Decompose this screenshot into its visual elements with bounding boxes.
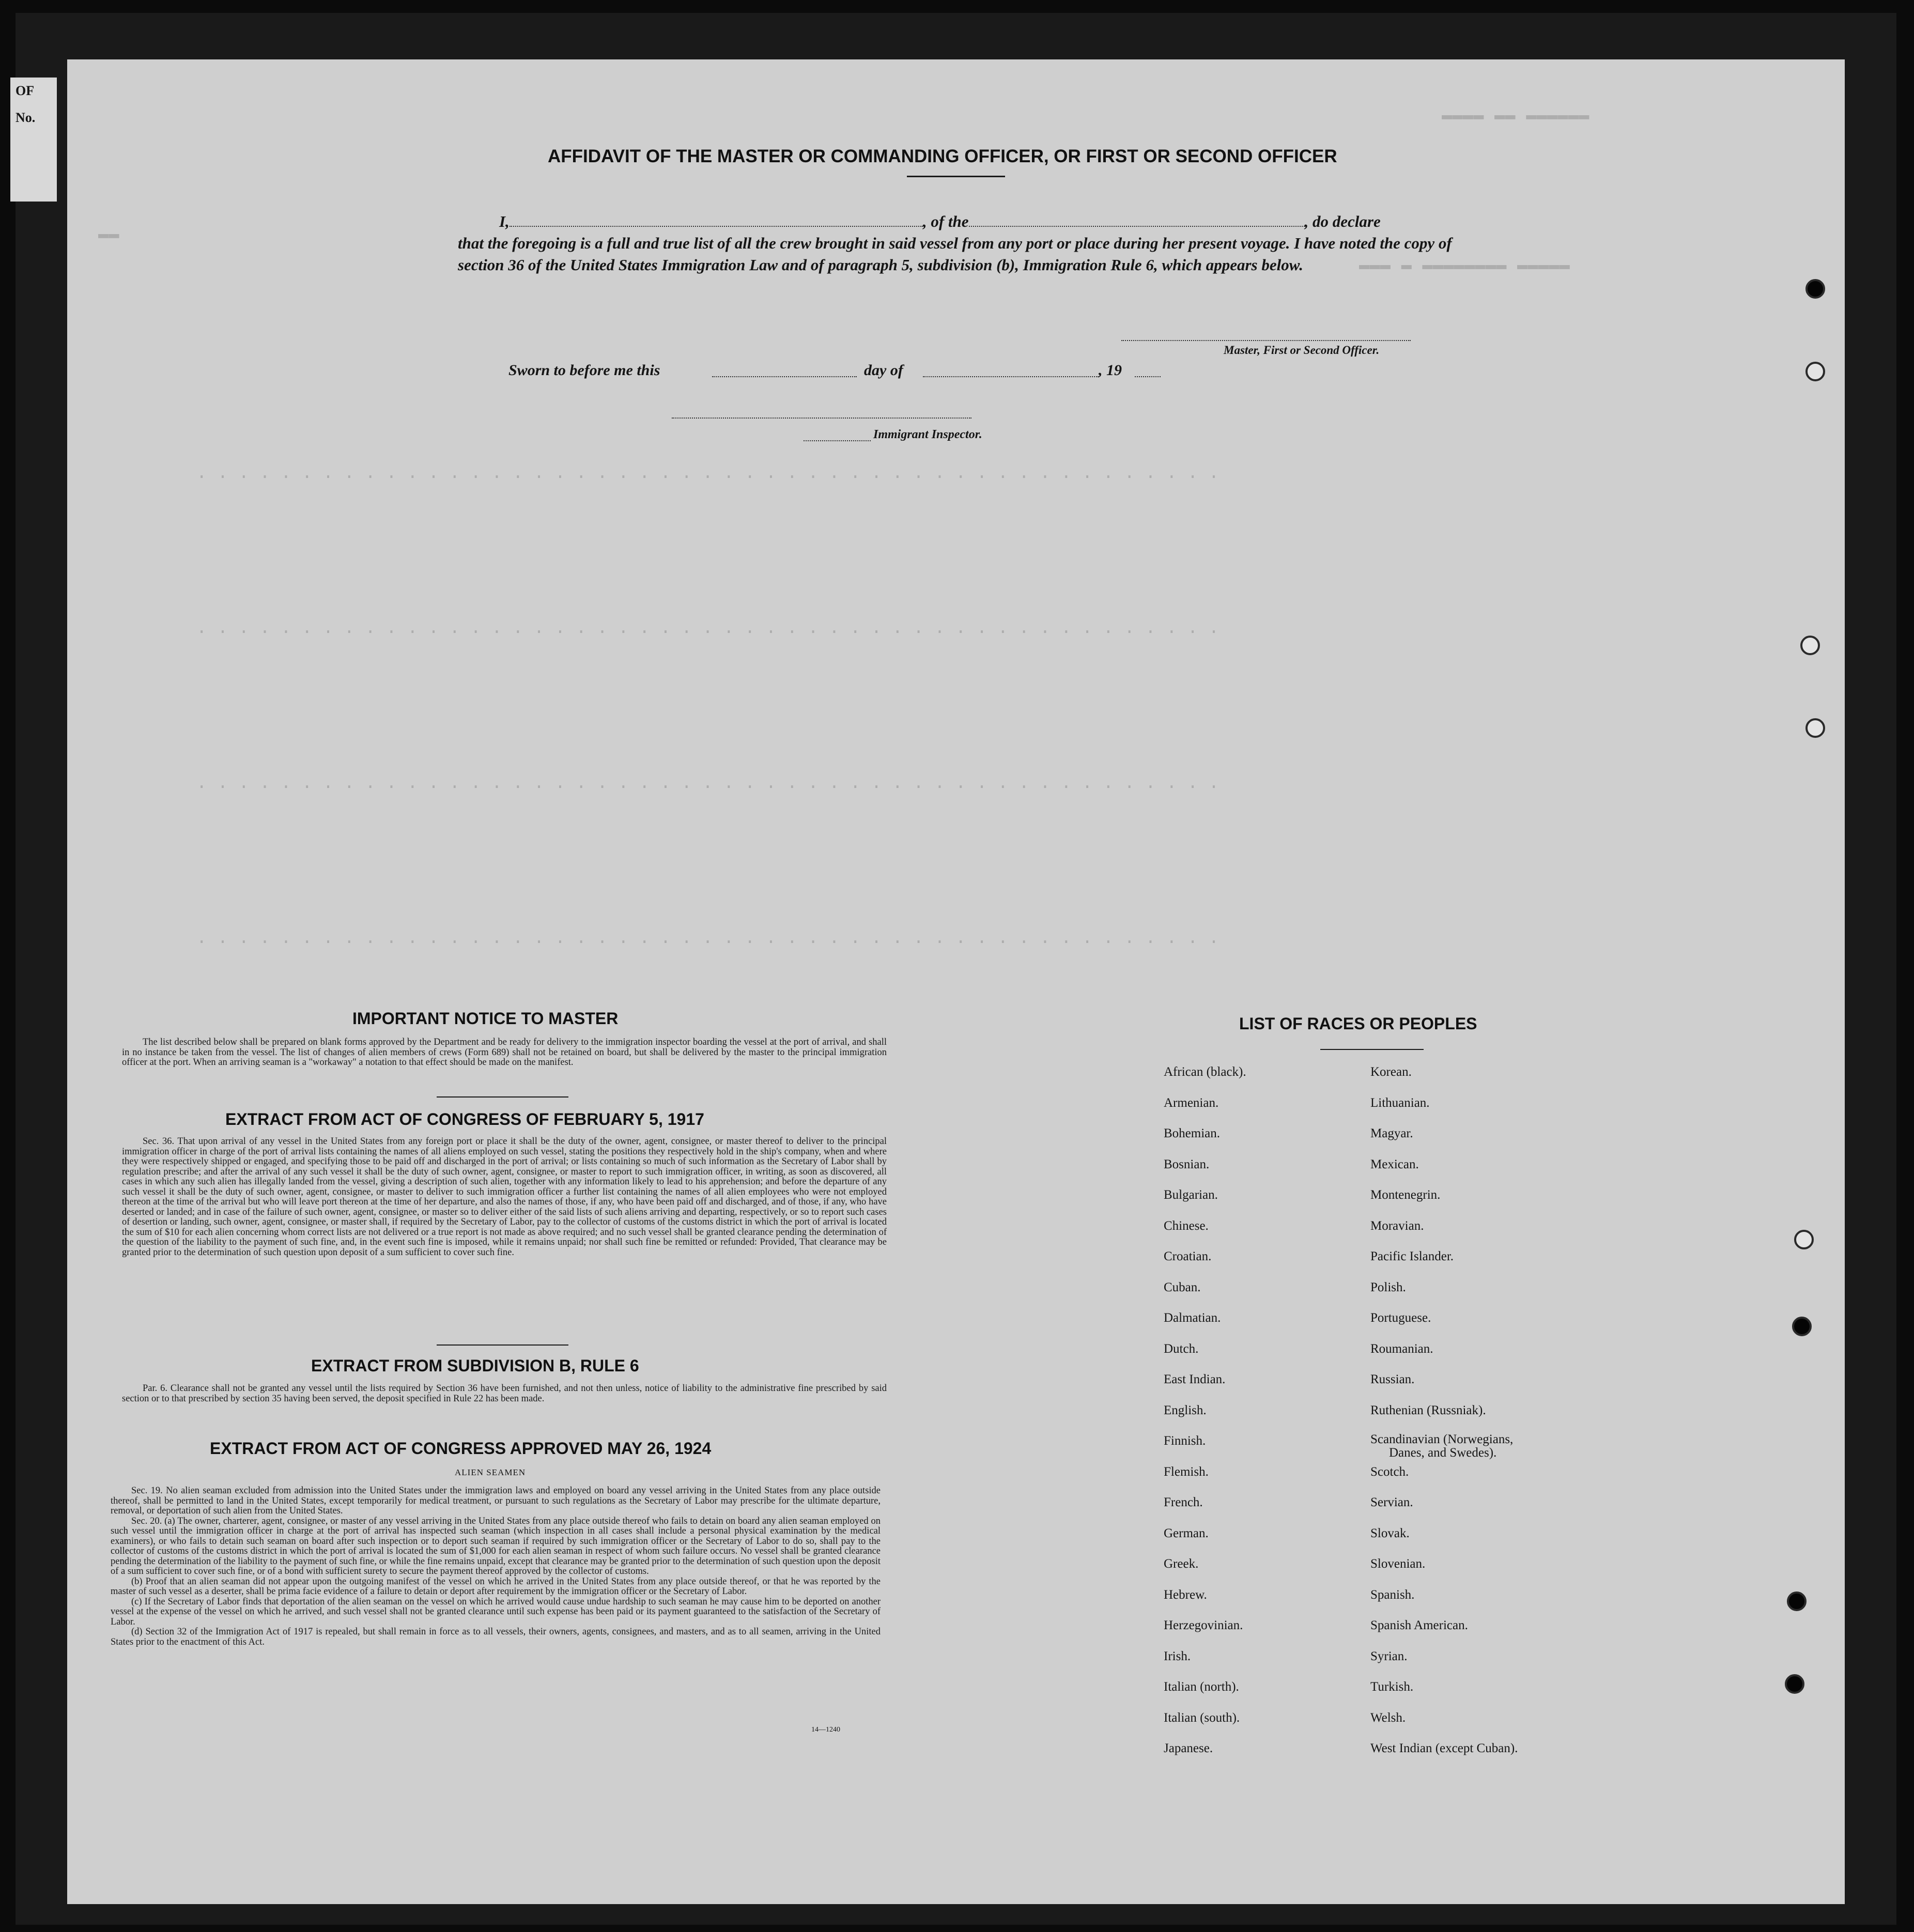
act-1924-text (111, 1486, 881, 1647)
sworn-label: Sworn to before me this (508, 362, 660, 379)
race-item: Hebrew. (1164, 1587, 1207, 1602)
affidavit-title: AFFIDAVIT OF THE MASTER OR COMMANDING OFFICER, OR FIRST OR SECOND OFFICER (548, 146, 1337, 166)
inspector-label: Immigrant Inspector. (873, 428, 982, 441)
do-declare-label: , do declare (1304, 212, 1381, 230)
race-item: Dutch. (1164, 1341, 1199, 1356)
of-the-label: , of the (922, 212, 969, 230)
affidavit-body (458, 211, 1455, 276)
race-item: Polish. (1370, 1280, 1406, 1294)
race-item: Roumanian. (1370, 1341, 1433, 1356)
races-left-column (1164, 1057, 1246, 1764)
race-item: Korean. (1370, 1065, 1412, 1079)
race-item: Italian (north). (1164, 1680, 1239, 1694)
race-item: Scotch. (1370, 1464, 1409, 1479)
race-item: Bulgarian. (1164, 1188, 1218, 1202)
bleed-through: ▬▬ (98, 225, 119, 244)
race-item: Spanish American. (1370, 1618, 1468, 1632)
punch-hole (1805, 279, 1825, 299)
race-item: Spanish. (1370, 1587, 1415, 1602)
i-label: I, (499, 212, 510, 230)
punch-hole (1792, 1317, 1812, 1336)
race-item: Ruthenian (Russniak). (1370, 1403, 1486, 1417)
race-item: Turkish. (1370, 1680, 1414, 1694)
race-item: German. (1164, 1526, 1209, 1540)
rule-6-text (122, 1384, 887, 1404)
divider (437, 1096, 568, 1098)
month-blank (923, 376, 1099, 377)
vessel-blank (969, 226, 1305, 227)
race-item: Slovenian. (1370, 1557, 1426, 1571)
bleed-through: · · · · · · · · · · · · · · · · · · · · · · · · · · · · · · · · · · · · · · · · · · · · · · · · · (196, 468, 1220, 487)
inspector-signature-line (672, 418, 971, 419)
race-item: Italian (south). (1164, 1710, 1240, 1725)
races-right-column (1370, 1057, 1518, 1764)
act-1924-sec20b: (b) Proof that an alien seaman did not appear upon the outgoing manifest of the vessel on which he arrived in the United States from any place outside thereof, or that he was reported by the master of such vessel as a deserter, shall be prima facie evidence of a failure to detain or deport after requirement by the immigration officer or the Secretary of Labor. (111, 1576, 881, 1597)
punch-hole (1805, 718, 1825, 738)
act-1924-title: EXTRACT FROM ACT OF CONGRESS APPROVED MAY 26, 1924 (210, 1439, 712, 1458)
race-item: Danes, and Swedes). (1389, 1446, 1497, 1460)
act-1924-subtitle: ALIEN SEAMEN (455, 1467, 526, 1477)
race-item: Mexican. (1370, 1157, 1419, 1171)
race-item-multiline (1370, 1426, 1518, 1460)
act-1924-sec20a: Sec. 20. (a) The owner, charterer, agent, consignee, or master of any vessel arriving in the United States from any place outside thereof who fails to detain on board any alien seaman employed on such vessel until the immigration officer in charge at the port of arrival has inspected such seaman (which inspection in all cases shall include a personal physical examination by the medical examiners), or who fails to detain such seaman on board after such inspection or to deport such seaman if required by such immigration officer or the Secretary of Labor to do so, shall pay to the collector of customs of the customs district in which the port of arrival is located the sum of $1,000 for each alien seaman in respect of whom such failure occurs. No vessel shall be granted clearance pending the determination of the liability to the payment of such fine, or while the fine remains unpaid, except that clearance may be granted prior to the determination of such question upon the deposit of a sum sufficient to cover such fine, or of a bond with sufficient surety to secure the payment thereof approved by the collector of customs. (111, 1516, 881, 1576)
races-title: LIST OF RACES OR PEOPLES (1239, 1014, 1477, 1033)
race-item: Chinese. (1164, 1218, 1209, 1233)
punch-hole (1785, 1674, 1804, 1694)
race-item: Syrian. (1370, 1649, 1408, 1663)
scrap-line: OF (16, 83, 35, 98)
act-1917-text (122, 1137, 887, 1258)
act-1924-sec20c: (c) If the Secretary of Labor finds that deportation of the alien seaman on the vessel on which he arrived would cause undue hardship to such seaman he may cause him to be deported on another vessel at the expense of the vessel on which he arrived, and such vessel shall not be granted clearance until such expense has been paid or its payment guaranteed to the satisfaction of the Secretary of Labor. (111, 1596, 881, 1627)
notice-paragraph: The list described below shall be prepared on blank forms approved by the Department and be ready for delivery to the immigration inspector boarding the vessel at the port of arrival, and shall in no instance be taken from the vessel. The list of changes of alien members of crews (Form 689) shall not be retained on board, but shall be delivered by the master to the principal immigration officer at the port. When an arriving seaman is a "workaway" a notation to that effect should be made on the manifest. (122, 1037, 887, 1068)
race-item: African (black). (1164, 1065, 1246, 1079)
divider (1320, 1049, 1424, 1050)
race-item: Japanese. (1164, 1741, 1213, 1755)
rule-6-title: EXTRACT FROM SUBDIVISION B, RULE 6 (311, 1356, 639, 1375)
race-item: Armenian. (1164, 1095, 1219, 1110)
bleed-through: · · · · · · · · · · · · · · · · · · · · · · · · · · · · · · · · · · · · · · · · · · · · · · · · · (196, 623, 1220, 642)
race-item: West Indian (except Cuban). (1370, 1741, 1518, 1755)
race-item: Greek. (1164, 1557, 1199, 1571)
race-item: Flemish. (1164, 1464, 1209, 1479)
day-of-label: day of (864, 362, 903, 379)
punch-hole (1805, 362, 1825, 381)
race-item: Russian. (1370, 1372, 1415, 1386)
divider (907, 176, 1005, 177)
race-item: Magyar. (1370, 1126, 1413, 1140)
race-item: Slovak. (1370, 1526, 1410, 1540)
act-1924-sec19: Sec. 19. No alien seaman excluded from admission into the United States under the immigration laws and employed on board any vessel arriving in the United States from any place outside thereof, shall be permitted to land in the United States, except temporarily for medical treatment, or pursuant to such regulations as the Secretary of Labor may prescribe for the ultimate departure, removal, or deportation of such alien from the United States. (111, 1486, 881, 1516)
affidavit-declare-line (458, 211, 1455, 233)
bleed-through: · · · · · · · · · · · · · · · · · · · · · · · · · · · · · · · · · · · · · · · · · · · · · · · · · (196, 933, 1220, 952)
bleed-through: · · · · · · · · · · · · · · · · · · · · · · · · · · · · · · · · · · · · · · · · · · · · · · · · · (196, 778, 1220, 797)
form-number: 14—1240 (811, 1726, 840, 1734)
year-label: , 19 (1099, 362, 1122, 379)
affidavit-statement: that the foregoing is a full and true list of all the crew brought in said vessel from any port or place during her present voyage. I have noted the copy of section 36 of the United States Immigration Law and of paragraph 5, subdivision (b), Immigration Rule 6, which appears below. (458, 234, 1452, 274)
race-item: Scandinavian (Norwegians, (1370, 1432, 1514, 1446)
divider (437, 1344, 568, 1346)
inspector-prefix-blank (804, 440, 871, 441)
year-blank (1135, 376, 1161, 377)
notice-title: IMPORTANT NOTICE TO MASTER (352, 1009, 619, 1028)
bleed-through: ▬▬▬▬ ▬▬ ▬▬▬▬▬▬ (1442, 106, 1589, 126)
race-item: Bohemian. (1164, 1126, 1221, 1140)
race-item: Pacific Islander. (1370, 1249, 1454, 1263)
sworn-day-blank (712, 376, 857, 377)
name-blank (510, 226, 923, 227)
notice-text (122, 1038, 887, 1068)
master-signature-line (1121, 340, 1411, 341)
rule-6-paragraph: Par. 6. Clearance shall not be granted any vessel until the lists required by Section 36 have been furnished, and not then unless, notice of liability to the administrative fine prescribed by said section or to that prescribed by section 35 having been served, the deposit specified in Rule 22 has been made. (122, 1383, 887, 1404)
race-item: Welsh. (1370, 1710, 1406, 1725)
race-item: Servian. (1370, 1495, 1413, 1509)
race-item: Finnish. (1164, 1434, 1206, 1448)
punch-hole (1794, 1230, 1814, 1249)
race-item: East Indian. (1164, 1372, 1226, 1386)
act-1917-paragraph: Sec. 36. That upon arrival of any vessel in the United States from any foreign port or place it shall be the duty of the owner, agent, consignee, or master thereof to deliver to the principal immigration officer in charge of the port of arrival lists containing the names of all aliens employed on such vessel, stating the positions they respectively hold in the ship's company, when and where they were respectively shipped or engaged, and specifying those to be paid off and discharged in the port of arrival; or lists containing so much of such information as the Secretary of Labor shall by regulation prescribe; and after the arrival of any such vessel it shall be the duty of such owner, agent, consignee, or master to report to such immigration officer, in writing, as soon as discovered, all cases in which any such alien has illegally landed from the vessel, giving a description of such alien, together with any information likely to lead to his apprehension; and before the departure of any such vessel it shall be the duty of such owner, agent, consignee, or master to deliver to such immigration officer a further list containing the names of all alien employees who were not employed thereon at the time of the arrival but who will leave port thereon at the time of her departure, and also the names of those, if any, who have been paid off and discharged, and of those, if any, who have deserted or landed; and in case of the failure of such owner, agent, consignee, or master so to deliver either of the said lists of such aliens arriving and departing, respectively, or so to report such cases of desertion or landing, such owner, agent, consignee, or master shall, if required by the Secretary of Labor, pay to the collector of customs of the customs district in which the port of arrival is located the sum of $10 for each alien concerning whom correct lists are not delivered or a true report is not made as above required; and no such vessel shall be granted clearance pending the determination of the question of the liability to the payment of such fine, and, in the event such fine is imposed, while it remains unpaid; nor shall such fine be remitted or refunded: Provided, That clearance may be granted prior to the determination of such question upon deposit of a sum sufficient to cover such fine. (122, 1136, 887, 1258)
race-item: Lithuanian. (1370, 1095, 1430, 1110)
race-item: Croatian. (1164, 1249, 1212, 1263)
master-signature-label: Master, First or Second Officer. (1224, 344, 1380, 357)
race-item: Dalmatian. (1164, 1311, 1221, 1325)
race-item: Montenegrin. (1370, 1188, 1441, 1202)
act-1924-sec20d: (d) Section 32 of the Immigration Act of 1917 is repealed, but shall remain in force as to all vessels, their owners, agents, consignees, and masters, and as to all seamen, arriving in the United States prior to the enactment of this Act. (111, 1627, 881, 1647)
race-item: English. (1164, 1403, 1207, 1417)
scrap-line: No. (16, 110, 36, 125)
race-item: Bosnian. (1164, 1157, 1210, 1171)
race-item: Portuguese. (1370, 1311, 1431, 1325)
act-1917-title: EXTRACT FROM ACT OF CONGRESS OF FEBRUARY 5, 1917 (225, 1110, 704, 1129)
race-item: Cuban. (1164, 1280, 1201, 1294)
race-item: Moravian. (1370, 1218, 1424, 1233)
race-item: Irish. (1164, 1649, 1191, 1663)
race-item: French. (1164, 1495, 1203, 1509)
punch-hole (1787, 1591, 1807, 1611)
adjacent-page-scrap (10, 78, 57, 202)
punch-hole (1800, 636, 1820, 655)
bleed-through: ▬▬▬ ▬ ▬▬▬▬▬▬▬▬ ▬▬▬▬▬ (1359, 256, 1570, 275)
race-item: Herzegovinian. (1164, 1618, 1243, 1632)
